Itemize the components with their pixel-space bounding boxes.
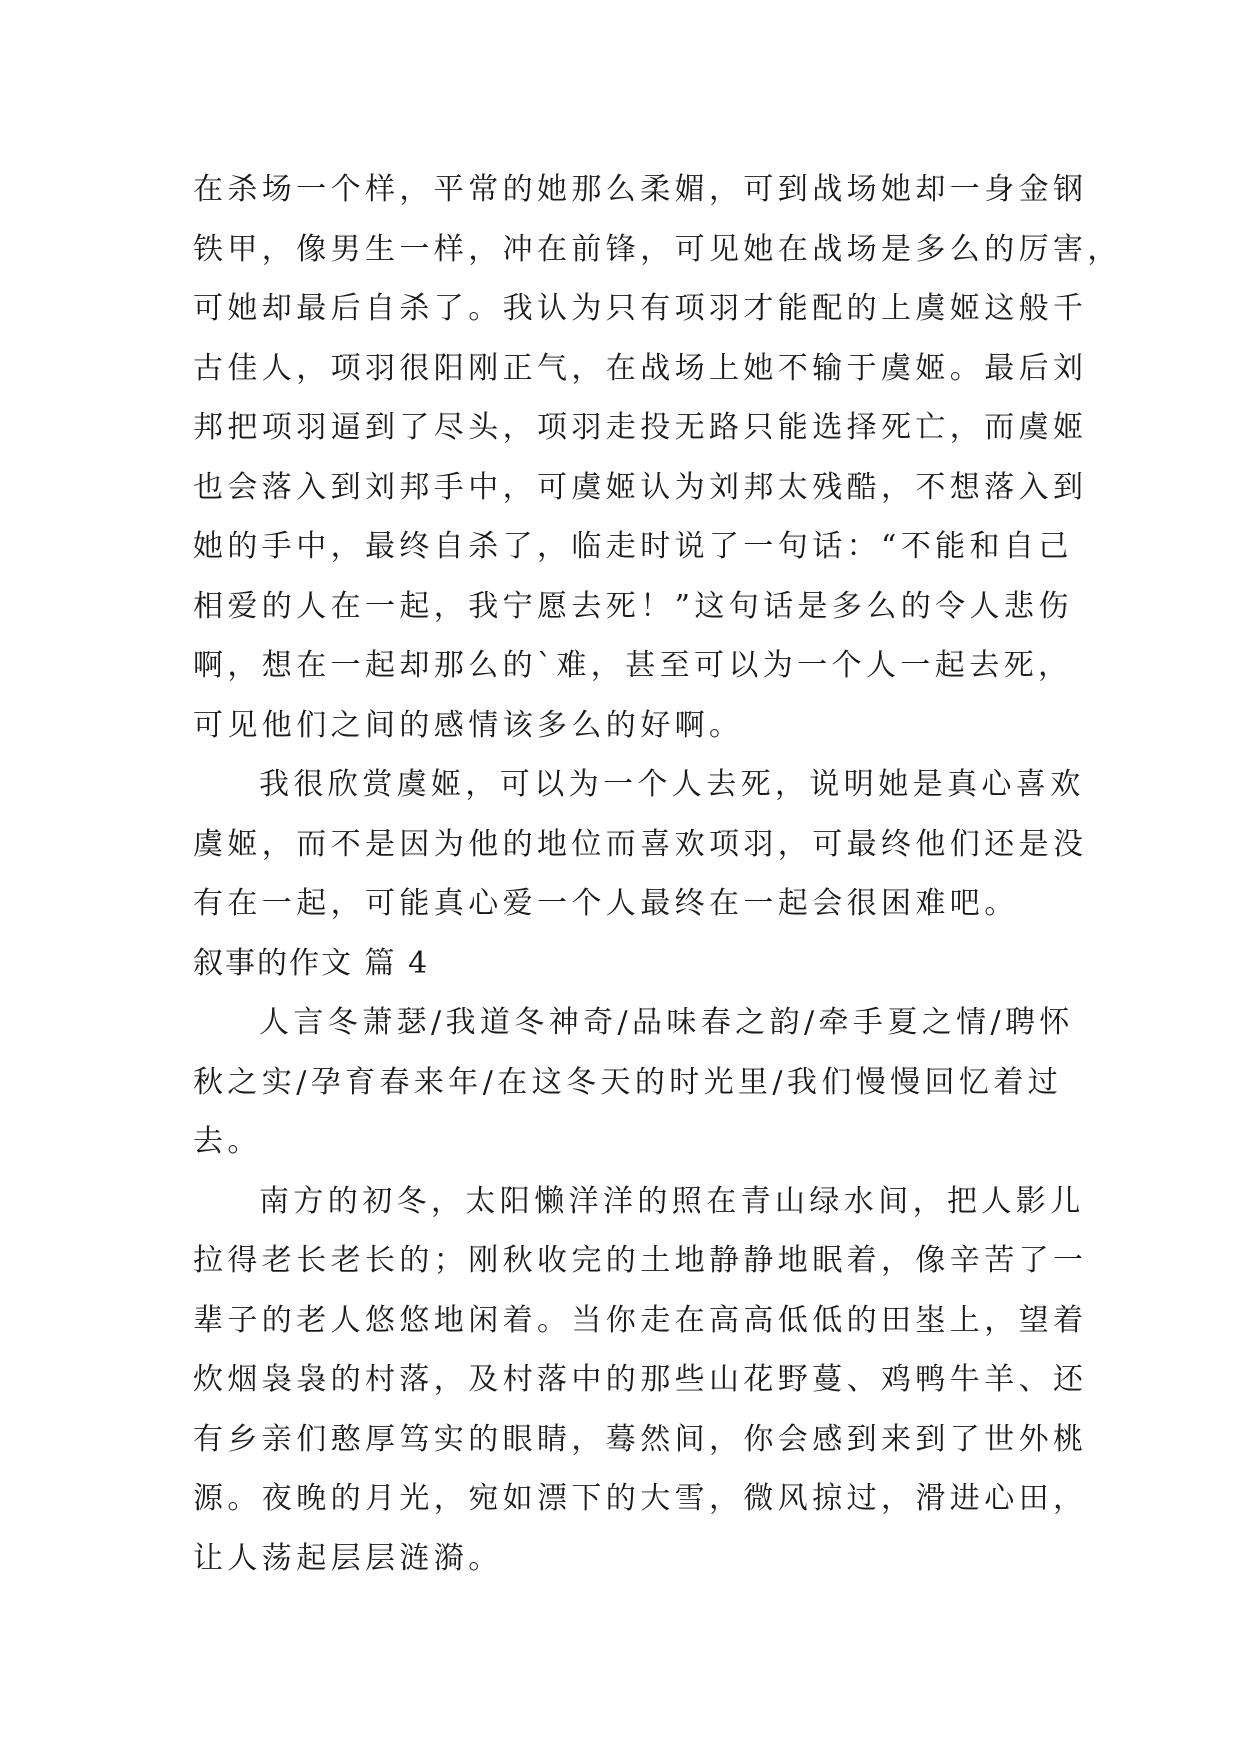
text-line: 源。夜晚的月光，宛如漂下的大雪，微风掠过，滑进心田， xyxy=(193,1481,1088,1516)
text-line: 古佳人，项羽很阳刚正气，在战场上她不输于虞姬。最后刘 xyxy=(193,350,1088,386)
text-line: 铁甲，像男生一样，冲在前锋，可见她在战场是多么的厉害， xyxy=(193,231,1122,267)
document-body xyxy=(193,160,1122,1588)
text-line: 也会落入到刘邦手中，可虞姬认为刘邦太残酷，不想落入到 xyxy=(193,469,1088,505)
text-line: 去。 xyxy=(193,1124,262,1159)
text-line: 拉得老长老长的；刚秋收完的土地静静地眠着，像辛苦了一 xyxy=(193,1243,1088,1278)
text-line: 辈子的老人悠悠地闲着。当你走在高高低低的田埊上，望着 xyxy=(193,1302,1088,1338)
text-line: 有乡亲们憨厚笃实的眼睛，蓦然间，你会感到来到了世外桃 xyxy=(193,1421,1088,1457)
text-line: 有在一起，可能真心爱一个人最终在一起会很困难吧。 xyxy=(193,886,1019,921)
text-line: 炊烟袅袅的村落，及村落中的那些山花野蔓、鸡鸭牛羊、还 xyxy=(193,1362,1088,1397)
section-heading: 叙事的作文 篇 4 xyxy=(193,945,430,981)
text-line: 她的手中，最终自杀了，临走时说了一句话：“不能和自己 xyxy=(193,529,1073,564)
text-line: 秋之实/孕育春来年/在这冬天的时光里/我们慢慢回忆着过 xyxy=(193,1064,1063,1100)
paragraph-first-line: 人言冬萧瑟/我道冬神奇/品味春之韵/牵手夏之情/聘怀 xyxy=(259,1005,1074,1040)
text-line: 在杀场一个样，平常的她那么柔媚，可到战场她却一身金钢 xyxy=(193,172,1088,207)
text-line: 可她却最后自杀了。我认为只有项羽才能配的上虞姬这般千 xyxy=(193,291,1088,326)
text-line: 相爱的人在一起，我宁愿去死！”这句话是多么的令人悲伤 xyxy=(193,588,1073,624)
paragraph-first-line: 南方的初冬，太阳懒洋洋的照在青山绿水间，把人影儿 xyxy=(259,1183,1085,1219)
text-line: 邦把项羽逼到了尽头，项羽走投无路只能选择死亡，而虞姬 xyxy=(193,410,1088,445)
text-line: 啊，想在一起却那么的`难，甚至可以为一个人一起去死， xyxy=(193,648,1073,683)
paragraph-first-line: 我很欣赏虞姬，可以为一个人去死，说明她是真心喜欢 xyxy=(259,767,1085,802)
text-line: 虞姬，而不是因为他的地位而喜欢项羽，可最终他们还是没 xyxy=(193,826,1088,862)
text-line: 可见他们之间的感情该多么的好啊。 xyxy=(193,707,744,743)
text-line: 让人荡起层层涟漪。 xyxy=(193,1540,503,1576)
